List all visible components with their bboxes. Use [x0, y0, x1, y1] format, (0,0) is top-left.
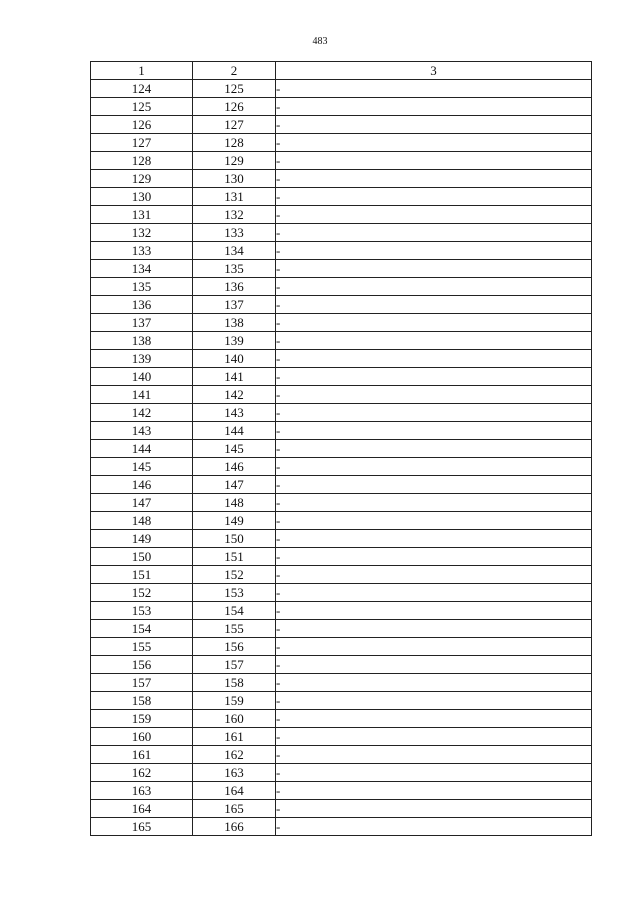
data-table	[90, 61, 592, 836]
table-cell-col-3: -	[276, 386, 592, 404]
table-cell-col-2: 148	[193, 494, 276, 512]
table-cell-col-3: -	[276, 350, 592, 368]
table-cell-col-2: 159	[193, 692, 276, 710]
column-header-1: 1	[91, 62, 193, 80]
table-row	[91, 548, 592, 566]
table-cell-col-3: -	[276, 764, 592, 782]
table-cell-col-3: -	[276, 620, 592, 638]
table-cell-col-3: -	[276, 332, 592, 350]
table-cell-col-1: 131	[91, 206, 193, 224]
table-cell-col-2: 129	[193, 152, 276, 170]
table-cell-col-3: -	[276, 296, 592, 314]
table-row	[91, 296, 592, 314]
table-row	[91, 584, 592, 602]
table-row	[91, 530, 592, 548]
table-row	[91, 620, 592, 638]
table-cell-col-2: 139	[193, 332, 276, 350]
table-row	[91, 458, 592, 476]
table-cell-col-2: 143	[193, 404, 276, 422]
table-cell-col-3: -	[276, 188, 592, 206]
table-cell-col-2: 137	[193, 296, 276, 314]
table-row	[91, 674, 592, 692]
table-cell-col-1: 133	[91, 242, 193, 260]
table-row	[91, 134, 592, 152]
table-cell-col-2: 138	[193, 314, 276, 332]
table-row	[91, 710, 592, 728]
table-cell-col-3: -	[276, 800, 592, 818]
table-cell-col-1: 142	[91, 404, 193, 422]
table-cell-col-3: -	[276, 278, 592, 296]
table-body	[91, 80, 592, 836]
table-cell-col-1: 143	[91, 422, 193, 440]
table-row	[91, 260, 592, 278]
table-row	[91, 242, 592, 260]
table-cell-col-2: 147	[193, 476, 276, 494]
table-cell-col-3: -	[276, 368, 592, 386]
table-row	[91, 80, 592, 98]
table-row	[91, 422, 592, 440]
table-row	[91, 728, 592, 746]
table-cell-col-3: -	[276, 818, 592, 836]
table-cell-col-2: 154	[193, 602, 276, 620]
table-cell-col-3: -	[276, 260, 592, 278]
table-cell-col-2: 135	[193, 260, 276, 278]
table-cell-col-2: 162	[193, 746, 276, 764]
table-cell-col-1: 152	[91, 584, 193, 602]
table-cell-col-2: 127	[193, 116, 276, 134]
table-cell-col-2: 158	[193, 674, 276, 692]
table-cell-col-1: 164	[91, 800, 193, 818]
table-cell-col-1: 154	[91, 620, 193, 638]
table-cell-col-3: -	[276, 422, 592, 440]
table-row	[91, 566, 592, 584]
table-cell-col-1: 124	[91, 80, 193, 98]
header-row	[91, 62, 592, 80]
table-cell-col-1: 144	[91, 440, 193, 458]
table-cell-col-3: -	[276, 728, 592, 746]
table-cell-col-3: -	[276, 746, 592, 764]
table-cell-col-3: -	[276, 584, 592, 602]
table-cell-col-2: 131	[193, 188, 276, 206]
table-row	[91, 764, 592, 782]
table-cell-col-3: -	[276, 692, 592, 710]
table-row	[91, 368, 592, 386]
table-row	[91, 782, 592, 800]
table-cell-col-1: 151	[91, 566, 193, 584]
table-row	[91, 440, 592, 458]
table-cell-col-1: 157	[91, 674, 193, 692]
table-cell-col-1: 158	[91, 692, 193, 710]
table-cell-col-2: 163	[193, 764, 276, 782]
table-cell-col-2: 160	[193, 710, 276, 728]
table-cell-col-1: 128	[91, 152, 193, 170]
table-cell-col-2: 130	[193, 170, 276, 188]
table-row	[91, 404, 592, 422]
table-cell-col-1: 161	[91, 746, 193, 764]
table-cell-col-1: 163	[91, 782, 193, 800]
table-row	[91, 314, 592, 332]
table-row	[91, 278, 592, 296]
table-cell-col-1: 145	[91, 458, 193, 476]
table-cell-col-1: 134	[91, 260, 193, 278]
table-row	[91, 152, 592, 170]
table-cell-col-1: 135	[91, 278, 193, 296]
table-cell-col-2: 146	[193, 458, 276, 476]
table-cell-col-2: 133	[193, 224, 276, 242]
table-cell-col-2: 132	[193, 206, 276, 224]
table-row	[91, 188, 592, 206]
table-cell-col-3: -	[276, 656, 592, 674]
table-cell-col-1: 156	[91, 656, 193, 674]
table-row	[91, 116, 592, 134]
table-cell-col-2: 165	[193, 800, 276, 818]
table-cell-col-1: 137	[91, 314, 193, 332]
table-cell-col-2: 128	[193, 134, 276, 152]
table-cell-col-2: 153	[193, 584, 276, 602]
table-row	[91, 512, 592, 530]
table-cell-col-2: 164	[193, 782, 276, 800]
table-cell-col-3: -	[276, 512, 592, 530]
table-cell-col-1: 141	[91, 386, 193, 404]
table-cell-col-1: 155	[91, 638, 193, 656]
table-cell-col-3: -	[276, 710, 592, 728]
table-cell-col-3: -	[276, 404, 592, 422]
table-cell-col-2: 134	[193, 242, 276, 260]
table-cell-col-2: 150	[193, 530, 276, 548]
table-row	[91, 98, 592, 116]
column-header-3: 3	[276, 62, 592, 80]
table-cell-col-2: 125	[193, 80, 276, 98]
table-cell-col-2: 145	[193, 440, 276, 458]
table-cell-col-3: -	[276, 674, 592, 692]
table-row	[91, 656, 592, 674]
table-cell-col-1: 139	[91, 350, 193, 368]
table-cell-col-3: -	[276, 602, 592, 620]
table-cell-col-2: 149	[193, 512, 276, 530]
table-row	[91, 602, 592, 620]
table-cell-col-2: 141	[193, 368, 276, 386]
table-cell-col-1: 138	[91, 332, 193, 350]
table-row	[91, 224, 592, 242]
table-row	[91, 746, 592, 764]
table-cell-col-1: 150	[91, 548, 193, 566]
table-row	[91, 170, 592, 188]
table-cell-col-3: -	[276, 494, 592, 512]
table-cell-col-1: 127	[91, 134, 193, 152]
table-header	[91, 62, 592, 80]
table-cell-col-3: -	[276, 548, 592, 566]
table-cell-col-3: -	[276, 314, 592, 332]
column-header-2: 2	[193, 62, 276, 80]
table-cell-col-3: -	[276, 80, 592, 98]
table-cell-col-2: 142	[193, 386, 276, 404]
table-row	[91, 386, 592, 404]
table-cell-col-2: 140	[193, 350, 276, 368]
table-cell-col-1: 153	[91, 602, 193, 620]
table-cell-col-3: -	[276, 476, 592, 494]
page-number: 483	[312, 36, 328, 47]
table-cell-col-1: 149	[91, 530, 193, 548]
table-cell-col-1: 146	[91, 476, 193, 494]
table-cell-col-3: -	[276, 440, 592, 458]
table-cell-col-2: 136	[193, 278, 276, 296]
table-row	[91, 206, 592, 224]
table-row	[91, 692, 592, 710]
table-cell-col-1: 140	[91, 368, 193, 386]
table-row	[91, 476, 592, 494]
table-cell-col-3: -	[276, 152, 592, 170]
table-cell-col-1: 162	[91, 764, 193, 782]
table-cell-col-2: 126	[193, 98, 276, 116]
table-cell-col-3: -	[276, 638, 592, 656]
table-cell-col-2: 155	[193, 620, 276, 638]
table-cell-col-1: 129	[91, 170, 193, 188]
table-cell-col-1: 136	[91, 296, 193, 314]
table-cell-col-2: 156	[193, 638, 276, 656]
table-cell-col-3: -	[276, 206, 592, 224]
table-cell-col-3: -	[276, 170, 592, 188]
table-cell-col-2: 161	[193, 728, 276, 746]
table-cell-col-2: 157	[193, 656, 276, 674]
table-row	[91, 332, 592, 350]
table-cell-col-3: -	[276, 116, 592, 134]
table-cell-col-2: 144	[193, 422, 276, 440]
table-row	[91, 494, 592, 512]
table-cell-col-1: 125	[91, 98, 193, 116]
table-cell-col-1: 165	[91, 818, 193, 836]
table-cell-col-2: 166	[193, 818, 276, 836]
table-cell-col-3: -	[276, 782, 592, 800]
table-cell-col-3: -	[276, 458, 592, 476]
table-cell-col-3: -	[276, 134, 592, 152]
table-row	[91, 818, 592, 836]
table-cell-col-1: 132	[91, 224, 193, 242]
table-row	[91, 350, 592, 368]
table-cell-col-1: 130	[91, 188, 193, 206]
table-cell-col-1: 126	[91, 116, 193, 134]
table-cell-col-1: 147	[91, 494, 193, 512]
table-cell-col-1: 159	[91, 710, 193, 728]
table-row	[91, 800, 592, 818]
table-cell-col-1: 148	[91, 512, 193, 530]
table-cell-col-1: 160	[91, 728, 193, 746]
table-row	[91, 638, 592, 656]
table-cell-col-2: 152	[193, 566, 276, 584]
table-cell-col-2: 151	[193, 548, 276, 566]
table-cell-col-3: -	[276, 566, 592, 584]
table-cell-col-3: -	[276, 530, 592, 548]
table-cell-col-3: -	[276, 98, 592, 116]
table-cell-col-3: -	[276, 242, 592, 260]
table-cell-col-3: -	[276, 224, 592, 242]
